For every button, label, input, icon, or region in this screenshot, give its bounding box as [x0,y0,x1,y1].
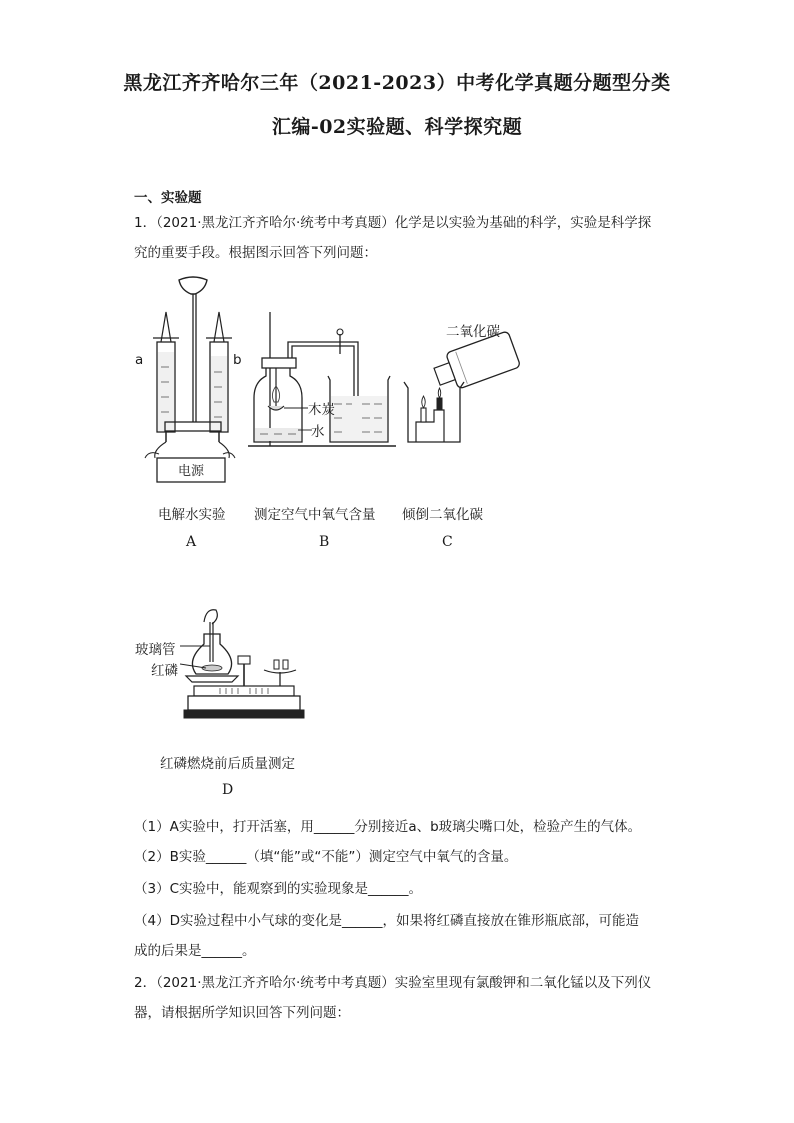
figure-c-letter: C [442,534,453,550]
figure-c-caption: 倾倒二氧化碳 [402,507,483,523]
figure-a-power-label: 电源 [177,464,205,479]
q1-sub1: （1）A实验中，打开活塞，用______分别接近a、b玻璃尖嘴口处，检验产生的气体。 [134,819,642,835]
figure-d-tube-label: 玻璃管 [135,642,176,658]
q1-text-line2: 究的重要手段。根据图示回答下列问题： [134,245,377,261]
q1-sub2: （2）B实验______（填“能”或“不能”）测定空气中氧气的含量。 [134,849,518,865]
q2-text-line2: 器，请根据所学知识回答下列问题： [134,1005,350,1021]
figure-a-label-b: b [233,352,242,368]
figure-a-label-a: a [135,352,144,368]
figure-a-caption: 电解水实验 [158,507,226,523]
q1-text-line1: 1．（2021·黑龙江齐齐哈尔·统考中考真题）化学是以实验为基础的科学，实验是科学探 [134,215,652,231]
figure-c-co2-label: 二氧化碳 [446,324,500,340]
q1-sub4-line2: 成的后果是______。 [134,943,256,959]
figure-d-balance [180,604,306,728]
q1-sub3: （3）C实验中，能观察到的实验现象是______。 [134,881,423,897]
figure-c-pour-co2 [398,330,524,448]
figure-d-letter: D [222,782,234,798]
figure-b-caption: 测定空气中氧气含量 [254,507,376,523]
figure-b-letter: B [319,534,330,550]
figure-b-charcoal-label: 木炭 [308,402,335,418]
figure-a-electrolysis [135,272,245,488]
figure-d-phosphorus-label: 红磷 [151,663,178,679]
section-heading: 一、实验题 [134,190,202,206]
figure-d-caption: 红磷燃烧前后质量测定 [160,756,295,772]
doc-title-line2: 汇编-02实验题、科学探究题 [271,116,523,138]
figure-a-letter: A [186,534,197,550]
q2-text-line1: 2．（2021·黑龙江齐齐哈尔·统考中考真题）实验室里现有氯酸钾和二氧化锰以及下列仪 [134,975,652,991]
figure-b-water-label: 水 [311,424,325,440]
q1-sub4-line1: （4）D实验过程中小气球的变化是______，如果将红磷直接放在锥形瓶底部，可能造 [134,913,639,929]
doc-title-line1: 黑龙江齐齐哈尔三年（2021-2023）中考化学真题分题型分类 [123,72,671,94]
